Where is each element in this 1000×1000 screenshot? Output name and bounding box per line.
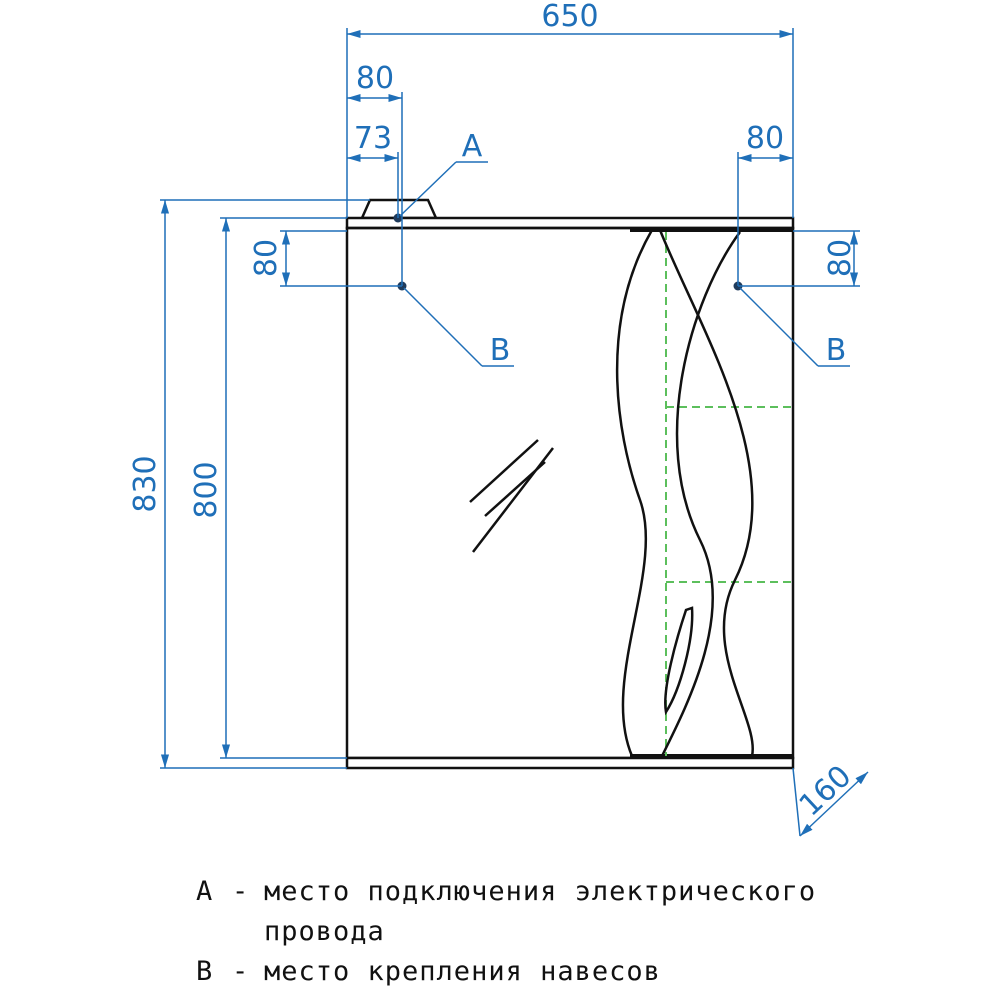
- legend-key-b: B: [196, 956, 214, 987]
- dim-left-outer: 80: [355, 61, 395, 96]
- legend-text-a-cont: провода: [264, 916, 385, 947]
- dim-left-inner: 73: [353, 121, 393, 156]
- legend-key-a: A: [196, 876, 214, 907]
- dim-right-offset: 80: [745, 121, 785, 156]
- legend: [196, 872, 976, 992]
- legend-row-b: [196, 952, 976, 992]
- cabinet-frame: [347, 228, 793, 758]
- label-b-right: B: [825, 333, 847, 368]
- dim-depth: 160: [792, 758, 859, 824]
- leader-b-left: [404, 288, 482, 366]
- label-b-left: B: [489, 333, 511, 368]
- legend-row-a: [196, 872, 976, 912]
- legend-dash-b: -: [232, 956, 250, 987]
- top-panel: [347, 218, 793, 228]
- wave-door: [617, 230, 753, 756]
- legend-text-b: место крепления навесов: [264, 956, 661, 987]
- hidden-shelves: [666, 232, 793, 756]
- dim-right-vertical: 80: [823, 238, 858, 278]
- leader-b-right: [740, 288, 818, 366]
- door-handle: [665, 608, 692, 712]
- dim-left-vertical: 80: [249, 238, 284, 278]
- cabinet-body: [347, 200, 793, 768]
- dim-width-total: 650: [541, 0, 599, 34]
- dim-height-total: 830: [128, 455, 163, 513]
- legend-dash-a: -: [232, 876, 250, 907]
- legend-text-a: место подключения электрического: [264, 876, 817, 907]
- dim-height-body: 800: [189, 461, 224, 519]
- label-a: A: [461, 129, 483, 164]
- bottom-panel: [347, 758, 793, 768]
- mirror-reflection: [470, 440, 553, 552]
- legend-row-a-cont: [196, 912, 976, 952]
